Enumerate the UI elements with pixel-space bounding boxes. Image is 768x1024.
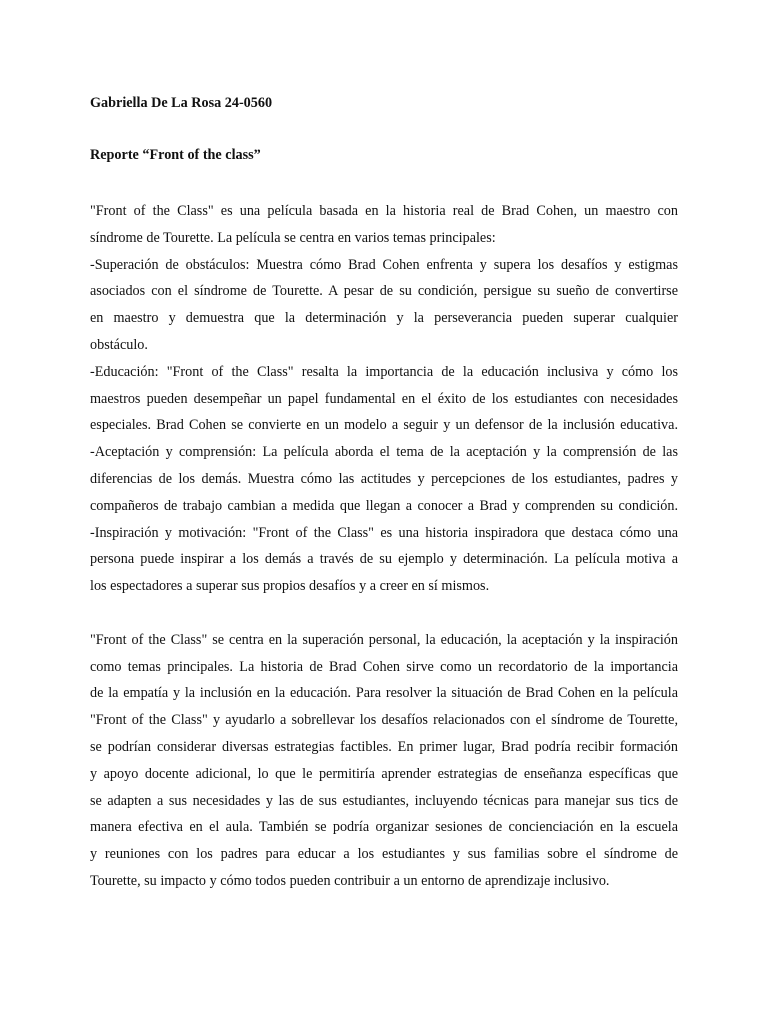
text-line: maestros pueden desempeñar un papel fundamental en el éxito de los estudiantes con necesidades	[90, 390, 678, 407]
text-line: manera efectiva en el aula. También se podría organizar sesiones de concienciación en la escuela	[90, 819, 678, 836]
text-line: y apoyo docente adicional, lo que le permitiría aprender estrategias de enseñanza específicas que	[90, 765, 678, 782]
text-line: asociados con el síndrome de Tourette. A pesar de su condición, persigue su sueño de convertirse	[90, 283, 678, 300]
paragraph-gap	[90, 600, 678, 627]
text-line: síndrome de Tourette. La película se centra en varios temas principales:	[90, 229, 496, 246]
text-line: en maestro y demuestra que la determinación y la perseverancia pueden superar cualquier	[90, 310, 678, 327]
text-line: y reuniones con los padres para educar a los estudiantes y sus familias sobre el síndrome de	[90, 846, 678, 863]
author-line: Gabriella De La Rosa 24-0560	[90, 95, 273, 111]
paragraph-strategies	[90, 627, 678, 895]
text-line: -Inspiración y motivación: "Front of the Class" es una historia inspiradora que destaca cómo una	[90, 524, 678, 541]
text-line: se adapten a sus necesidades y las de sus estudiantes, incluyendo técnicas para manejar sus tics de	[90, 792, 678, 809]
text-line: especiales. Brad Cohen se convierte en un modelo a seguir y un defensor de la inclusión educativa.	[90, 417, 678, 434]
text-line: diferencias de los demás. Muestra cómo las actitudes y percepciones de los estudiantes, padres y	[90, 470, 678, 487]
text-line: "Front of the Class" se centra en la superación personal, la educación, la aceptación y la inspiración	[90, 631, 678, 648]
text-line: -Superación de obstáculos: Muestra cómo Brad Cohen enfrenta y supera los desafíos y estigmas	[90, 256, 678, 273]
text-line: de la empatía y la inclusión en la educación. Para resolver la situación de Brad Cohen en la película	[90, 685, 678, 702]
text-line: obstáculo.	[90, 336, 148, 353]
text-line: -Aceptación y comprensión: La película aborda el tema de la aceptación y la comprensión de las	[90, 444, 678, 461]
text-line: persona puede inspirar a los demás a través de su ejemplo y determinación. La película motiva a	[90, 551, 678, 568]
text-line: como temas principales. La historia de Brad Cohen sirve como un recordatorio de la importancia	[90, 658, 678, 675]
text-line: los espectadores a superar sus propios desafíos y a creer en sí mismos.	[90, 578, 490, 595]
text-line: "Front of the Class" y ayudarlo a sobrellevar los desafíos relacionados con el síndrome de Tourette,	[90, 712, 678, 729]
paragraph-themes	[90, 198, 678, 600]
document-body	[90, 92, 678, 895]
report-title: Reporte “Front of the class”	[90, 147, 261, 163]
text-line: se podrían considerar diversas estrategias factibles. En primer lugar, Brad podría recibir formación	[90, 738, 678, 755]
text-line: "Front of the Class" es una película basada en la historia real de Brad Cohen, un maestro con	[90, 203, 678, 219]
text-line: -Educación: "Front of the Class" resalta la importancia de la educación inclusiva y cómo los	[90, 363, 678, 380]
text-line: compañeros de trabajo cambian a medida que llegan a conocer a Brad y comprenden su condición.	[90, 497, 678, 514]
text-line: Tourette, su impacto y cómo todos pueden contribuir a un entorno de aprendizaje inclusivo.	[90, 872, 610, 889]
